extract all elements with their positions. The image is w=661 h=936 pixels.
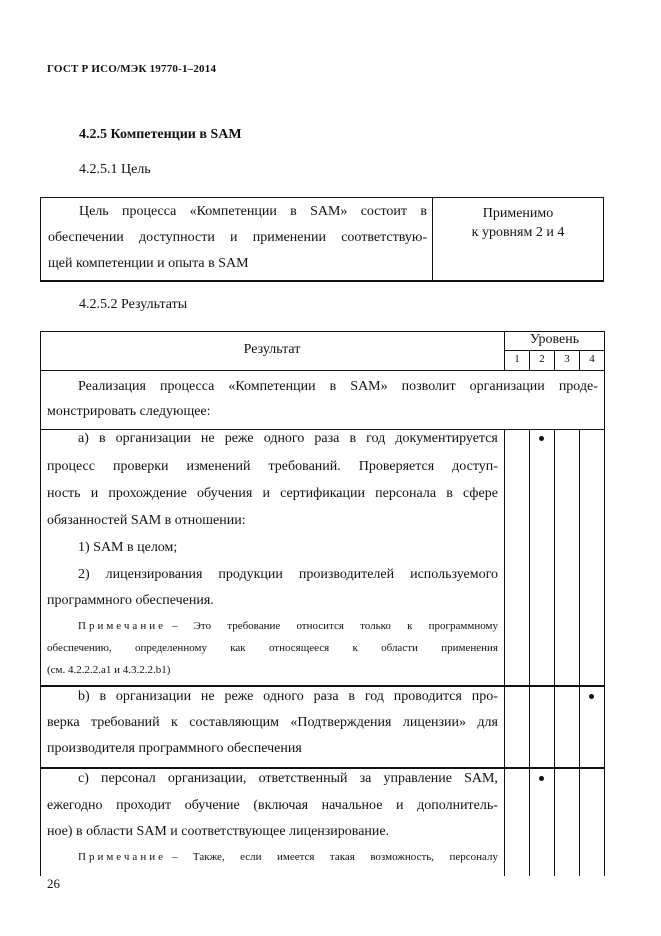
word: Реализация bbox=[78, 379, 146, 394]
word: ность bbox=[47, 486, 81, 501]
page-number: 26 bbox=[47, 876, 60, 891]
word: имеется bbox=[276, 851, 315, 863]
word: – bbox=[171, 851, 178, 863]
word: Также, bbox=[192, 851, 225, 863]
word: прохождение bbox=[108, 486, 187, 501]
word: лицензии» bbox=[402, 715, 467, 730]
word: производителей bbox=[298, 567, 395, 582]
level-2-header: 2 bbox=[539, 353, 545, 365]
goal-text bbox=[41, 198, 433, 280]
word: доступности bbox=[139, 230, 215, 245]
column-level-header: Уровень bbox=[529, 332, 580, 347]
word: SAM» bbox=[310, 204, 348, 219]
word: организации, bbox=[167, 771, 247, 786]
word: «Подтверждения bbox=[290, 715, 392, 730]
word: сфере bbox=[463, 486, 498, 501]
row-a-line: обязанностей SAM в отношении: bbox=[47, 513, 246, 528]
note-label: Примечание bbox=[78, 851, 166, 863]
word: и bbox=[90, 486, 99, 501]
word: не bbox=[200, 431, 215, 446]
row-a-item bbox=[78, 567, 498, 583]
row-a-note: (см. 4.2.2.2.a1 и 4.3.2.2.b1) bbox=[47, 664, 171, 676]
word: проверки bbox=[112, 459, 169, 474]
row-b-line bbox=[47, 715, 498, 731]
row-c-note bbox=[78, 851, 498, 863]
goal-line bbox=[79, 204, 427, 220]
row-b-line: производителя программного обеспечения bbox=[47, 741, 302, 756]
word: применении bbox=[252, 230, 326, 245]
word: если bbox=[240, 851, 262, 863]
word: 2) bbox=[78, 567, 90, 582]
word: в bbox=[290, 204, 297, 219]
document-code: ГОСТ Р ИСО/МЭК 19770-1–2014 bbox=[47, 63, 217, 75]
word: раза bbox=[313, 689, 339, 704]
level-2-mark bbox=[539, 436, 544, 441]
word: доступ- bbox=[452, 459, 498, 474]
word: верка bbox=[47, 715, 80, 730]
word: b) bbox=[78, 689, 90, 704]
word: сертификации bbox=[280, 486, 365, 501]
word: проводится bbox=[393, 689, 462, 704]
applicability-line: к уровням 2 и 4 bbox=[471, 225, 565, 240]
word: «Компетенции bbox=[228, 379, 316, 394]
word: SAM, bbox=[464, 771, 498, 786]
word: продукции bbox=[218, 567, 283, 582]
word: документируется bbox=[395, 431, 498, 446]
row-a-line bbox=[47, 486, 498, 502]
word: процесса bbox=[160, 379, 215, 394]
results-table bbox=[40, 331, 605, 876]
word: дополнитель- bbox=[417, 798, 498, 813]
word: начальное bbox=[321, 798, 383, 813]
word: в bbox=[98, 431, 106, 446]
row-b-line bbox=[78, 689, 498, 705]
word: не bbox=[200, 689, 215, 704]
word: организации bbox=[115, 431, 191, 446]
word: одного bbox=[263, 689, 304, 704]
word: процесса bbox=[121, 204, 177, 219]
word: год bbox=[366, 431, 386, 446]
word: в bbox=[329, 379, 337, 394]
column-result-header: Результат bbox=[243, 342, 301, 357]
word: определенному bbox=[134, 642, 207, 654]
word: относится bbox=[296, 620, 344, 632]
word: в bbox=[348, 689, 355, 704]
word: реже bbox=[224, 689, 254, 704]
word: в bbox=[99, 689, 107, 704]
word: про- bbox=[471, 689, 498, 704]
row-a-line bbox=[47, 459, 498, 475]
word: ответственный bbox=[258, 771, 348, 786]
word: организации bbox=[469, 379, 545, 394]
word: в bbox=[349, 431, 357, 446]
word: к bbox=[407, 620, 413, 632]
word: относящееся bbox=[268, 642, 330, 654]
word: а) bbox=[78, 431, 89, 446]
word: обеспечении bbox=[48, 230, 124, 245]
word: требований bbox=[90, 715, 160, 730]
goal-subtitle: 4.2.5.1 Цель bbox=[79, 162, 151, 177]
word: лицензирования bbox=[105, 567, 203, 582]
word: к bbox=[171, 715, 178, 730]
word: и bbox=[230, 230, 238, 245]
word: за bbox=[359, 771, 372, 786]
row-a-line bbox=[78, 431, 498, 447]
word: и bbox=[396, 798, 404, 813]
word: SAM» bbox=[350, 379, 388, 394]
word: к bbox=[352, 642, 358, 654]
word: год bbox=[364, 689, 384, 704]
word: «Компетенции bbox=[189, 204, 277, 219]
row-a-item: 1) SAM в целом; bbox=[78, 540, 178, 555]
word: (включая bbox=[253, 798, 309, 813]
level-3-header: 3 bbox=[564, 353, 570, 365]
section-title: 4.2.5 Компетенции в SAM bbox=[79, 127, 242, 142]
word: используемого bbox=[410, 567, 498, 582]
word: требование bbox=[227, 620, 281, 632]
word: Цель bbox=[79, 204, 109, 219]
word: персонала bbox=[375, 486, 437, 501]
word: программному bbox=[428, 620, 498, 632]
word: и bbox=[262, 486, 270, 501]
word: с) bbox=[78, 771, 89, 786]
word: обучение bbox=[184, 798, 240, 813]
row-a-item: программного обеспечения. bbox=[47, 593, 214, 608]
word: в bbox=[446, 486, 453, 501]
word: применения bbox=[441, 642, 498, 654]
level-2-mark bbox=[539, 776, 544, 781]
goal-line bbox=[48, 230, 427, 246]
level-4-header: 4 bbox=[589, 353, 595, 365]
word: проде- bbox=[558, 379, 598, 394]
note-label: Примечание bbox=[78, 620, 166, 632]
word: в bbox=[420, 204, 427, 219]
intro-line bbox=[78, 379, 598, 395]
word: проходит bbox=[116, 798, 172, 813]
word: составляющим bbox=[189, 715, 279, 730]
word: Проверяется bbox=[358, 459, 435, 474]
word: обеспечению, bbox=[47, 642, 112, 654]
word: одного bbox=[263, 431, 305, 446]
word: для bbox=[477, 715, 498, 730]
word: возможность, bbox=[370, 851, 435, 863]
word: изменений bbox=[186, 459, 251, 474]
word: Это bbox=[193, 620, 212, 632]
goal-box bbox=[40, 197, 604, 282]
row-c-line: ное) в области SAM и соответствующее лицензирование. bbox=[47, 824, 390, 839]
level-4-mark bbox=[589, 694, 594, 699]
word: только bbox=[360, 620, 391, 632]
word: – bbox=[171, 620, 178, 632]
level-1-header: 1 bbox=[514, 353, 520, 365]
word: состоит bbox=[360, 204, 408, 219]
word: управление bbox=[383, 771, 452, 786]
results-subtitle: 4.2.5.2 Результаты bbox=[79, 297, 188, 312]
row-a-note bbox=[78, 620, 498, 632]
word: области bbox=[381, 642, 418, 654]
row-c-line bbox=[78, 771, 498, 787]
applicability bbox=[433, 198, 603, 242]
word: процесс bbox=[47, 459, 95, 474]
row-a-note bbox=[47, 642, 498, 654]
word: соответствую- bbox=[341, 230, 427, 245]
row-c-line bbox=[47, 798, 498, 814]
word: персонал bbox=[100, 771, 156, 786]
word: реже bbox=[224, 431, 254, 446]
applicability-line: Применимо bbox=[482, 206, 554, 221]
word: персоналу bbox=[449, 851, 498, 863]
word: организации bbox=[115, 689, 192, 704]
word: такая bbox=[329, 851, 355, 863]
intro-line: монстрировать следующее: bbox=[47, 404, 211, 419]
word: раза bbox=[314, 431, 340, 446]
word: требований. bbox=[268, 459, 341, 474]
goal-line: щей компетенции и опыта в SAM bbox=[48, 256, 249, 271]
word: как bbox=[230, 642, 246, 654]
word: обучения bbox=[197, 486, 253, 501]
word: позволит bbox=[401, 379, 456, 394]
word: ежегодно bbox=[47, 798, 103, 813]
